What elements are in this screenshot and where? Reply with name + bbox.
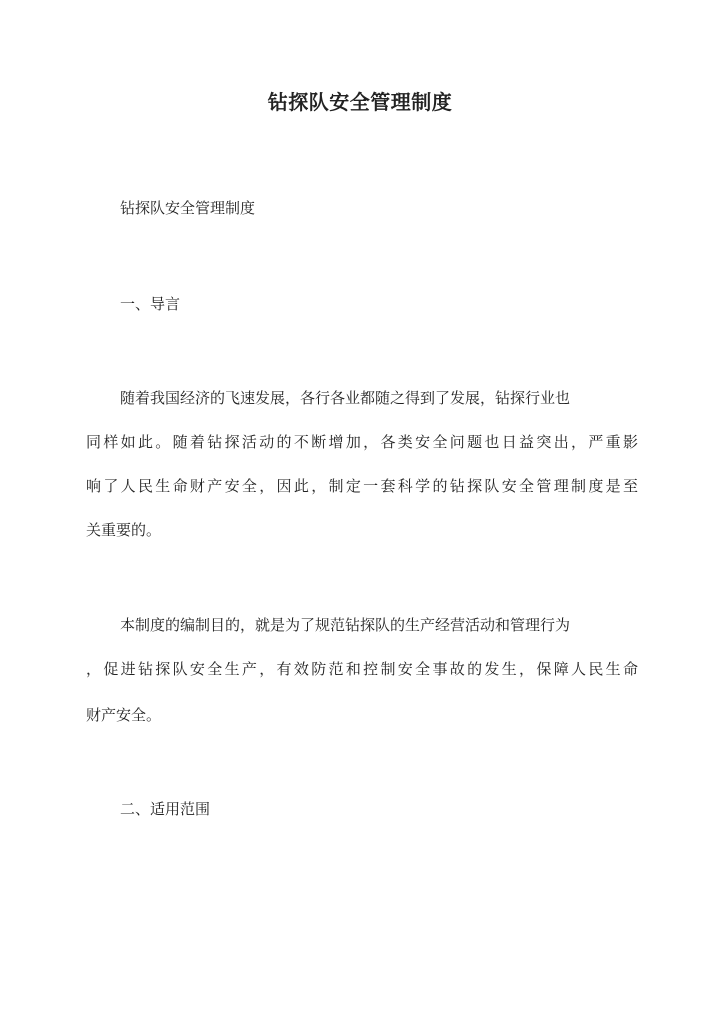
section-heading-introduction: 一、导言	[120, 295, 181, 313]
paragraph-line: 响了人民生命财产安全，因此，制定一套科学的钻探队安全管理制度是至	[86, 477, 638, 495]
paragraph-line: 本制度的编制目的，就是为了规范钻探队的生产经营活动和管理行为	[120, 616, 571, 634]
document-subtitle: 钻探队安全管理制度	[120, 199, 256, 217]
document-title: 钻探队安全管理制度	[267, 90, 453, 114]
paragraph-line: 关重要的。	[86, 521, 162, 539]
paragraph-line: 同样如此。随着钻探活动的不断增加，各类安全问题也日益突出，严重影	[86, 433, 638, 451]
paragraph-line: 随着我国经济的飞速发展，各行各业都随之得到了发展，钻探行业也	[120, 389, 571, 407]
section-heading-scope: 二、适用范围	[120, 800, 211, 818]
paragraph-line: ，促进钻探队安全生产，有效防范和控制安全事故的发生，保障人民生命	[86, 660, 638, 678]
paragraph-line: 财产安全。	[86, 706, 162, 724]
